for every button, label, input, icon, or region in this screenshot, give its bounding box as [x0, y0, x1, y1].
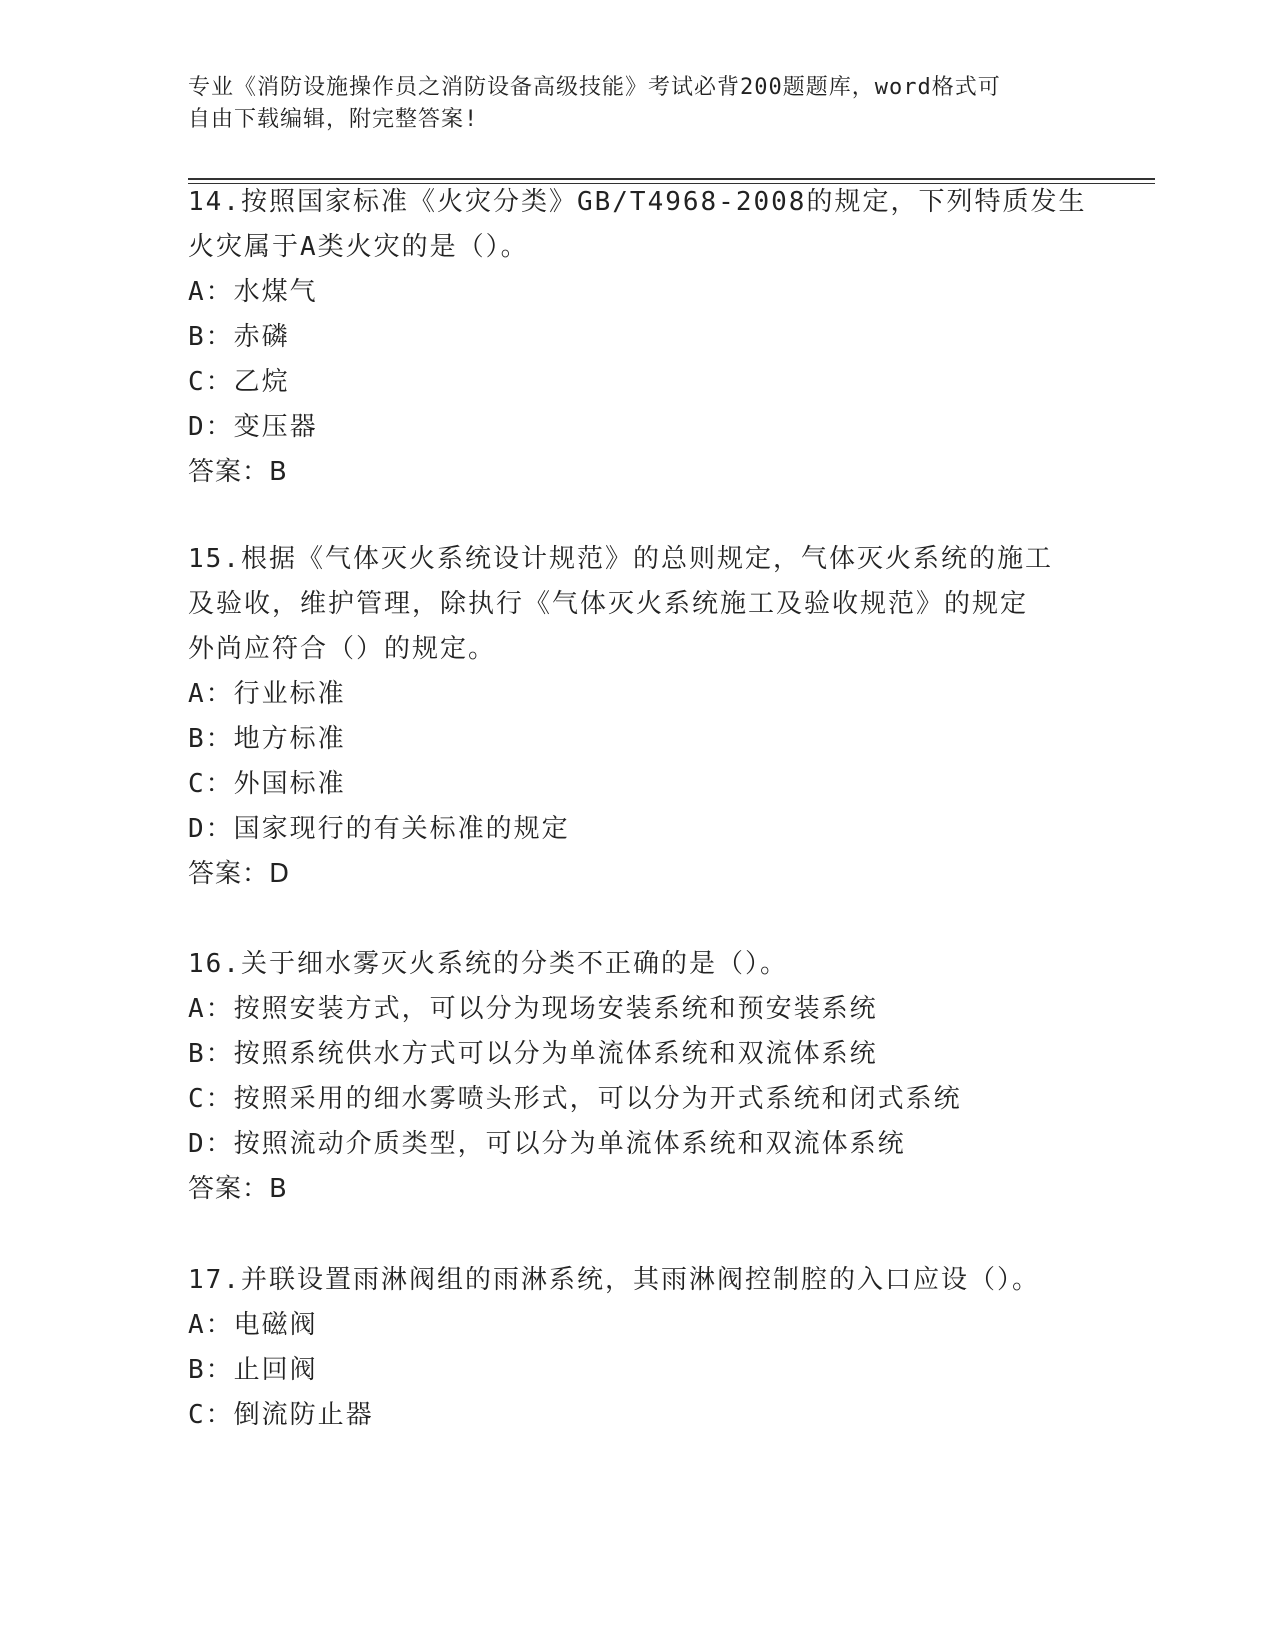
- option-a: A：水煤气: [188, 277, 318, 307]
- option-b: B：赤磷: [188, 322, 290, 352]
- document-header: [188, 72, 1088, 136]
- option-d: D：国家现行的有关标准的规定: [188, 814, 570, 844]
- option-b: B：止回阀: [188, 1355, 318, 1385]
- question-15: [188, 537, 1088, 897]
- answer-label: 答案：B: [188, 457, 288, 487]
- question-stem-line: 17.并联设置雨淋阀组的雨淋系统，其雨淋阀控制腔的入口应设（）。: [188, 1265, 1040, 1295]
- answer-label: 答案：B: [188, 1174, 288, 1204]
- option-c: C：按照采用的细水雾喷头形式，可以分为开式系统和闭式系统: [188, 1084, 962, 1114]
- question-stem-line: 16.关于细水雾灭火系统的分类不正确的是（）。: [188, 949, 788, 979]
- question-stem-line: 14.按照国家标准《火灾分类》GB/T4968-2008的规定，下列特质发生: [188, 187, 1087, 217]
- option-a: A：按照安装方式，可以分为现场安装系统和预安装系统: [188, 994, 878, 1024]
- answer-label: 答案：D: [188, 859, 291, 889]
- question-stem-line: 及验收，维护管理，除执行《气体灭火系统施工及验收规范》的规定: [188, 589, 1029, 619]
- header-line-2: 自由下载编辑，附完整答案!: [188, 107, 479, 132]
- option-a: A：电磁阀: [188, 1310, 318, 1340]
- question-17: [188, 1258, 1088, 1438]
- option-b: B：按照系统供水方式可以分为单流体系统和双流体系统: [188, 1039, 878, 1069]
- option-d: D：变压器: [188, 412, 318, 442]
- option-c: C：乙烷: [188, 367, 290, 397]
- option-b: B：地方标准: [188, 724, 346, 754]
- question-stem-line: 15.根据《气体灭火系统设计规范》的总则规定，气体灭火系统的施工: [188, 544, 1053, 574]
- option-a: A：行业标准: [188, 679, 346, 709]
- header-line-1: 专业《消防设施操作员之消防设备高级技能》考试必背200题题库，word格式可: [188, 75, 1001, 100]
- question-14: [188, 180, 1088, 495]
- option-c: C：倒流防止器: [188, 1400, 374, 1430]
- option-d: D：按照流动介质类型，可以分为单流体系统和双流体系统: [188, 1129, 906, 1159]
- question-stem-line: 火灾属于A类火灾的是（）。: [188, 232, 529, 262]
- question-stem-line: 外尚应符合（）的规定。: [188, 634, 497, 664]
- question-16: [188, 942, 1088, 1212]
- option-c: C：外国标准: [188, 769, 346, 799]
